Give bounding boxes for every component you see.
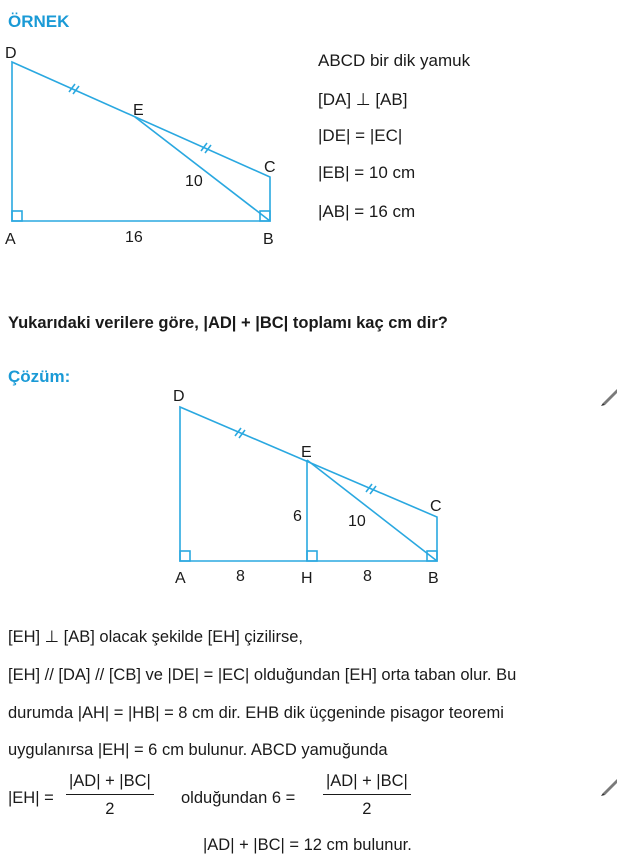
fraction-2 (323, 772, 411, 819)
label-d: D (173, 388, 185, 405)
given-1: ABCD bir dik yamuk (318, 51, 471, 70)
right-angle-a (12, 211, 22, 221)
fraction-2-numerator: |AD| + |BC| (323, 772, 411, 795)
label-eh-length: 6 (293, 508, 302, 525)
question-text: Yukarıdaki verilere göre, |AD| + |BC| toplamı kaç cm dir? (8, 314, 448, 332)
label-ab-length: 16 (125, 229, 143, 246)
final-result: |AD| + |BC| = 12 cm bulunur. (203, 836, 412, 854)
right-angle-h (307, 551, 317, 561)
label-c: C (430, 498, 442, 515)
fraction-1 (66, 772, 154, 819)
label-c: C (264, 159, 276, 176)
fraction-1-numerator: |AD| + |BC| (66, 772, 154, 795)
example-heading: ÖRNEK (8, 12, 70, 31)
solution-line-1: [EH] ⊥ [AB] olacak şekilde [EH] çizilirse, (8, 628, 303, 646)
label-a: A (5, 231, 16, 248)
label-eb-length: 10 (185, 173, 203, 190)
fraction-2-denominator: 2 (362, 800, 372, 818)
label-a: A (175, 570, 186, 587)
given-2: [DA] ⊥ [AB] (318, 90, 408, 109)
label-hb-length: 8 (363, 568, 372, 585)
label-e: E (301, 444, 312, 461)
label-b: B (428, 570, 439, 587)
equation-lhs: |EH| = (8, 789, 54, 807)
label-d: D (5, 45, 17, 62)
label-eb-length: 10 (348, 513, 366, 530)
solution-trapezoid-figure (160, 380, 460, 590)
label-b: B (263, 231, 274, 248)
solution-heading: Çözüm: (8, 367, 71, 386)
label-h: H (301, 570, 313, 587)
fraction-1-denominator: 2 (105, 800, 115, 818)
segment-eb (135, 117, 270, 221)
right-angle-a (180, 551, 190, 561)
trapezoid-outline (180, 407, 437, 561)
example-trapezoid-figure (0, 40, 310, 255)
label-ah-length: 8 (236, 568, 245, 585)
segment-eb (307, 460, 437, 561)
solution-line-2: [EH] // [DA] // [CB] ve |DE| = |EC| olduğundan [EH] orta taban olur. Bu (8, 666, 517, 684)
trapezoid-outline (12, 62, 270, 221)
given-4: |EB| = 10 cm (318, 163, 416, 182)
equation-middle: olduğundan 6 = (181, 789, 296, 807)
given-5: |AB| = 16 cm (318, 202, 416, 221)
label-e: E (133, 102, 144, 119)
given-3: |DE| = |EC| (318, 126, 403, 145)
pen-icon (599, 383, 617, 407)
solution-line-4: uygulanırsa |EH| = 6 cm bulunur. ABCD yamuğunda (8, 741, 388, 759)
pen-icon (599, 773, 617, 797)
solution-line-3: durumda |AH| = |HB| = 8 cm dir. EHB dik üçgeninde pisagor teoremi (8, 704, 504, 722)
